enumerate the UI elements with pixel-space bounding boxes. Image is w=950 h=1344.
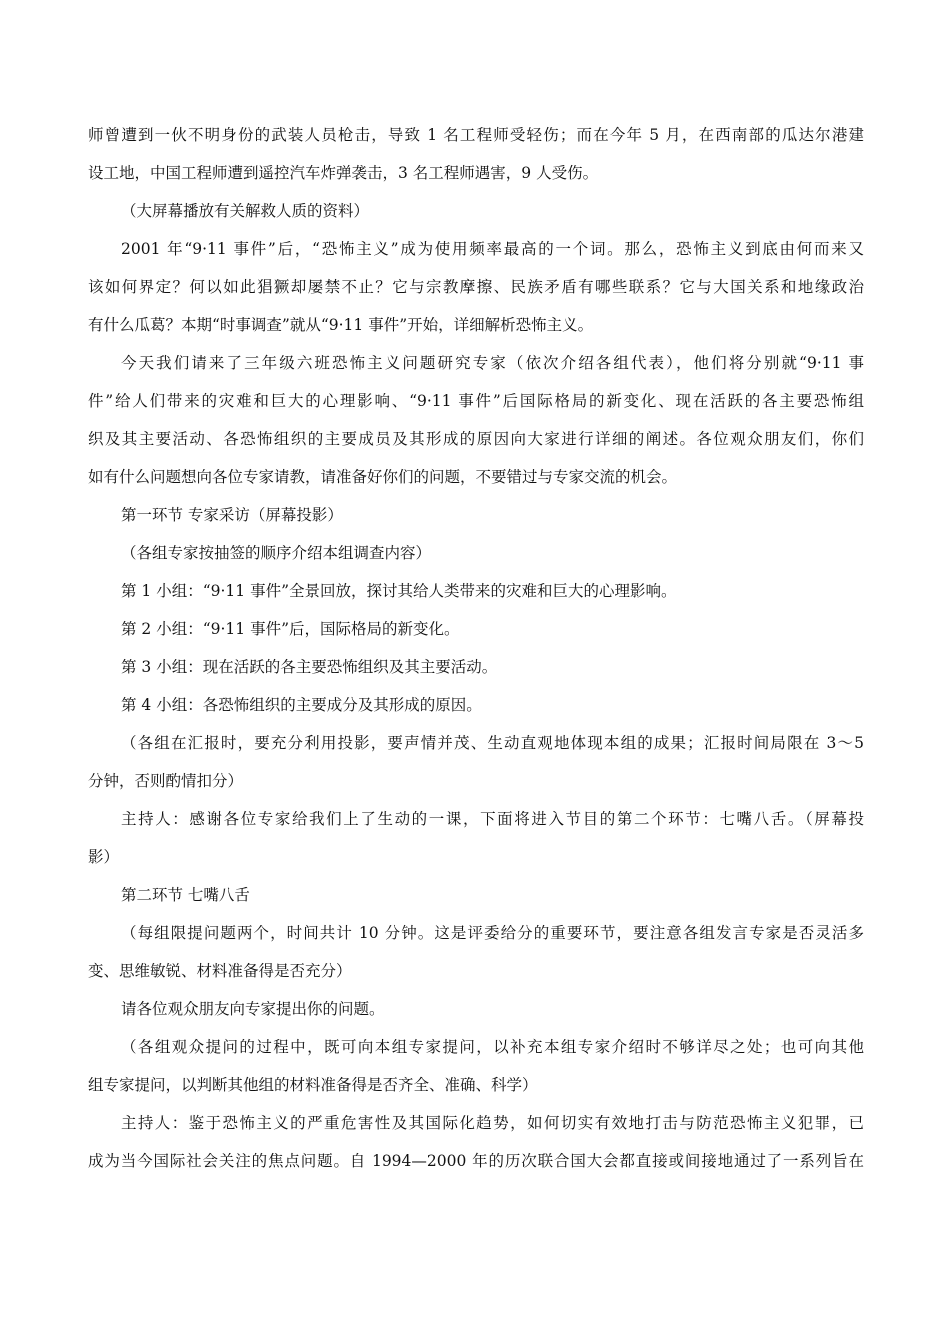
text-line: 2001 年“9·11 事件”后，“恐怖主义”成为使用频率最高的一个词。那么，恐怖主义到底由何而来又	[121, 240, 864, 258]
text-line: 成为当今国际社会关注的焦点问题。自 1994—2000 年的历次联合国大会都直接或间接地通过了一系列旨在	[88, 1152, 864, 1170]
text-line: 分钟，否则酌情扣分）	[88, 772, 244, 790]
text-line: （各组专家按抽签的顺序介绍本组调查内容）	[121, 544, 432, 562]
text-line: 该如何界定？何以如此猖獗却屡禁不止？它与宗教摩擦、民族矛盾有哪些联系？它与大国关系和地缘政治	[88, 278, 864, 296]
text-line: 第 3 小组：现在活跃的各主要恐怖组织及其主要活动。	[121, 658, 498, 676]
text-line: 件”给人们带来的灾难和巨大的心理影响、“9·11 事件”后国际格局的新变化、现在活跃的各主要恐怖组	[88, 392, 864, 410]
text-line: 主持人：鉴于恐怖主义的严重危害性及其国际化趋势，如何切实有效地打击与防范恐怖主义犯罪，已	[121, 1114, 864, 1132]
text-line: （各组在汇报时，要充分利用投影，要声情并茂、生动直观地体现本组的成果；汇报时间局限在 3～5	[121, 734, 864, 752]
text-line: 师曾遭到一伙不明身份的武装人员枪击，导致 1 名工程师受轻伤；而在今年 5 月，在西南部的瓜达尔港建	[88, 126, 864, 144]
text-line: 第 4 小组：各恐怖组织的主要成分及其形成的原因。	[121, 696, 482, 714]
text-line: 第 2 小组：“9·11 事件”后，国际格局的新变化。	[121, 620, 460, 638]
text-line: 影）	[88, 848, 120, 866]
text-line: 变、思维敏锐、材料准备得是否充分）	[88, 962, 352, 980]
text-line: 有什么瓜葛？本期“时事调查”就从“9·11 事件”开始，详细解析恐怖主义。	[88, 316, 594, 334]
text-line: 请各位观众朋友向专家提出你的问题。	[121, 1000, 385, 1018]
document-body	[88, 116, 864, 1180]
text-line: （每组限提问题两个，时间共计 10 分钟。这是评委给分的重要环节，要注意各组发言专家是否灵活多	[121, 924, 864, 942]
text-line: （各组观众提问的过程中，既可向本组专家提问，以补充本组专家介绍时不够详尽之处；也可向其他	[121, 1038, 864, 1056]
text-line: 如有什么问题想向各位专家请教，请准备好你们的问题，不要错过与专家交流的机会。	[88, 468, 678, 486]
section-heading: 第二环节 七嘴八舌	[121, 886, 250, 904]
text-line: 设工地，中国工程师遭到遥控汽车炸弹袭击，3 名工程师遇害，9 人受伤。	[88, 164, 599, 182]
section-heading: 第一环节 专家采访（屏幕投影）	[121, 506, 343, 524]
text-line: 今天我们请来了三年级六班恐怖主义问题研究专家（依次介绍各组代表），他们将分别就“9·11 事	[121, 354, 864, 372]
text-line: 第 1 小组：“9·11 事件”全景回放，探讨其给人类带来的灾难和巨大的心理影响。	[121, 582, 677, 600]
text-line: 主持人：感谢各位专家给我们上了生动的一课，下面将进入节目的第二个环节：七嘴八舌。（屏幕投	[121, 810, 864, 828]
text-line: （大屏幕播放有关解救人质的资料）	[121, 202, 370, 220]
text-line: 织及其主要活动、各恐怖组织的主要成员及其形成的原因向大家进行详细的阐述。各位观众朋友们，你们	[88, 430, 864, 448]
text-line: 组专家提问，以判断其他组的材料准备得是否齐全、准确、科学）	[88, 1076, 538, 1094]
